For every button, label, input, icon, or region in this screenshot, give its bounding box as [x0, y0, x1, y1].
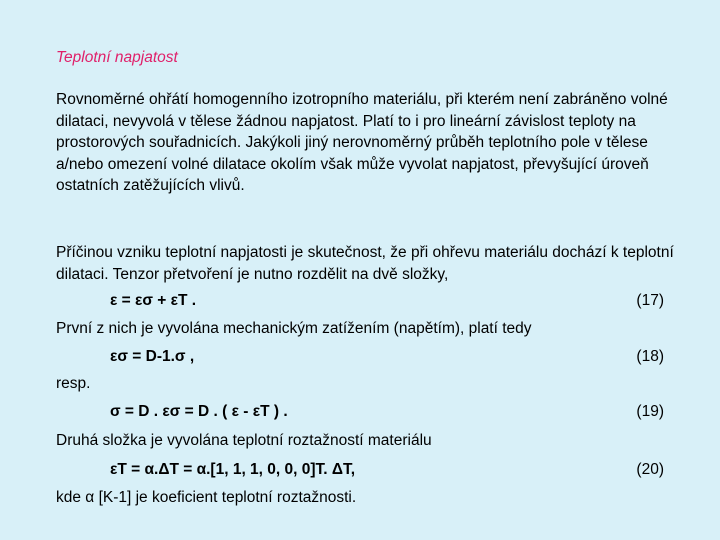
paragraph-intro: Rovnoměrné ohřátí homogenního izotropního materiálu, při kterém není zabráněno volné dilataci, nevyvolá v tělese žádnou napjatost. Platí to i pro lineární závislost teploty na prostorových souřadnicích. Jakýkoli jiný nerovnoměrný průběh teplotního pole v tělese a/nebo omezení volné dilatace okolím však může vyvolat napjatost, převyšující úroveň ostatních zatěžujících vlivů. [56, 91, 668, 194]
page-title: Teplotní napjatost [56, 49, 178, 66]
equation-18-number: (18) [636, 348, 664, 365]
text-resp: resp. [56, 375, 91, 392]
equation-17: ε = εσ + εT . [110, 292, 197, 309]
equation-18: εσ = D-1.σ , [110, 348, 195, 365]
equation-20: εT = α.ΔT = α.[1, 1, 1, 0, 0, 0]T. ΔT, [110, 461, 356, 478]
text-thermal-strain: Druhá složka je vyvolána teplotní roztažností materiálu [56, 432, 432, 449]
equation-19-number: (19) [636, 403, 664, 420]
text-mechanical-strain: První z nich je vyvolána mechanickým zatížením (napětím), platí tedy [56, 320, 532, 337]
equation-19: σ = D . εσ = D . ( ε - εT ) . [110, 403, 288, 420]
paragraph-cause: Příčinou vzniku teplotní napjatosti je skutečnost, že při ohřevu materiálu dochází k teplotní dilataci. Tenzor přetvoření je nutno rozdělit na dvě složky, [56, 244, 674, 283]
equation-17-number: (17) [636, 292, 664, 309]
text-coefficient-definition: kde α [K-1] je koeficient teplotní roztažnosti. [56, 489, 357, 506]
equation-20-number: (20) [636, 461, 664, 478]
